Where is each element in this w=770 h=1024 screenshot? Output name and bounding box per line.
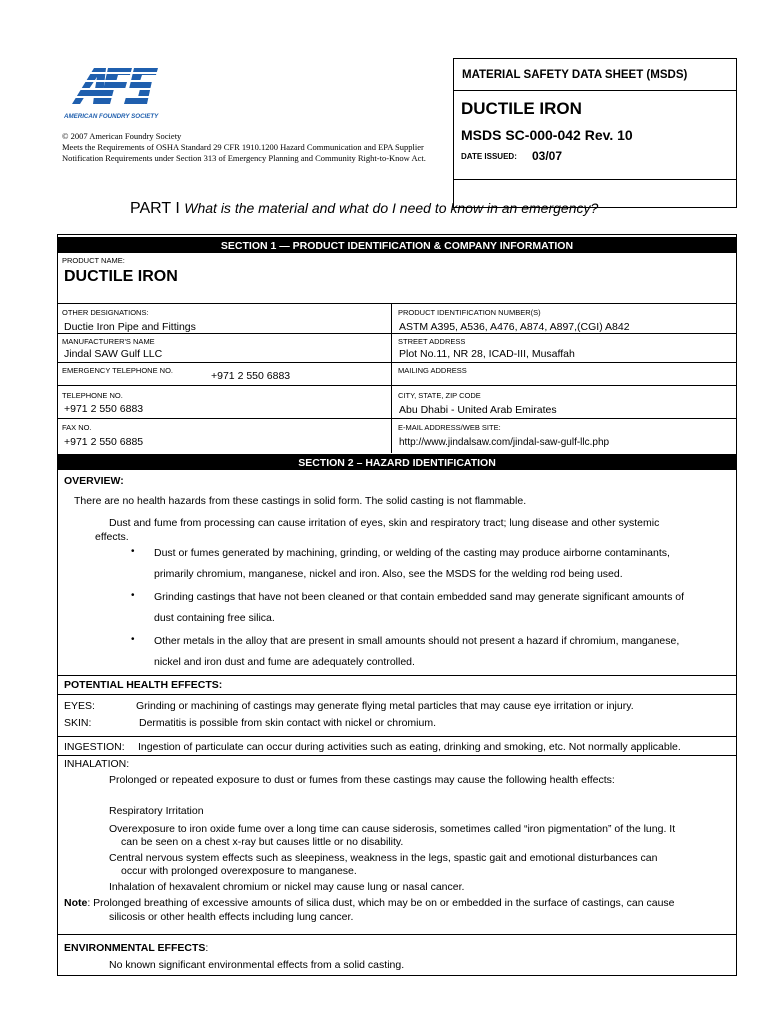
overview-text: There are no health hazards from these castings in solid form. The solid casting is not flammable. xyxy=(74,495,527,507)
section2-bar: SECTION 2 – HAZARD IDENTIFICATION xyxy=(58,454,736,470)
siderosis-text-cont: can be seen on a chest x-ray but causes little or no disability. xyxy=(121,836,404,848)
ingestion-text: Ingestion of particulate can occur during activities such as eating, drinking and smoking, etc. Not normally applicable. xyxy=(138,741,681,753)
part-label: PART I xyxy=(130,200,180,217)
afs-logo xyxy=(62,62,162,122)
city: Abu Dhabi - United Arab Emirates xyxy=(399,404,557,416)
divider xyxy=(58,755,736,756)
environmental-colon: : xyxy=(205,942,209,954)
logo-letters: AFS xyxy=(112,110,114,111)
divider xyxy=(58,934,736,935)
fax: +971 2 550 6885 xyxy=(64,436,144,448)
environmental-text: No known significant environmental effects from a solid casting. xyxy=(109,959,405,971)
divider xyxy=(58,362,736,363)
bullet1-text-cont: primarily chromium, manganese, nickel and iron. Also, see the MSDS for the welding rod being used. xyxy=(154,568,623,580)
product-title: DUCTILE IRON xyxy=(461,99,582,118)
divider xyxy=(454,179,736,180)
bullet2-text-cont: dust containing free silica. xyxy=(154,612,275,624)
city-label: CITY, STATE, ZIP CODE xyxy=(398,391,481,400)
street: Plot No.11, NR 28, ICAD-III, Musaffah xyxy=(399,348,575,360)
dust-text-cont: effects. xyxy=(95,531,129,543)
dust-text: Dust and fume from processing can cause irritation of eyes, skin and respiratory tract; lung disease and other systemic xyxy=(109,517,660,529)
osha-line: Meets the Requirements of OSHA Standard 29 CFR 1910.1200 Hazard Communication and EPA Supplier xyxy=(62,142,424,152)
health-effects-label: POTENTIAL HEALTH EFFECTS: xyxy=(64,679,223,691)
note-text xyxy=(64,896,675,910)
email-label: E-MAIL ADDRESS/WEB SITE: xyxy=(398,423,501,432)
overview-label: OVERVIEW: xyxy=(64,475,124,487)
divider xyxy=(58,385,736,386)
bullet: • xyxy=(131,590,135,601)
logo-tagline: AMERICAN FOUNDRY SOCIETY xyxy=(64,113,159,120)
product-id-label: PRODUCT IDENTIFICATION NUMBER(S) xyxy=(398,308,541,317)
divider xyxy=(58,736,736,737)
part-heading xyxy=(130,200,598,218)
divider xyxy=(58,418,736,419)
telephone-label: TELEPHONE NO. xyxy=(62,391,123,400)
website-link[interactable]: http://www.jindalsaw.com/jindal-saw-gulf-llc.php xyxy=(399,437,610,448)
epa-line: Notification Requirements under Section 313 of Emergency Planning and Community Right-to-Know Act. xyxy=(62,153,426,163)
doc-number: MSDS SC-000-042 Rev. 10 xyxy=(461,127,633,143)
note-body: : Prolonged breathing of excessive amounts of silica dust, which may be on or embedded in the surface of castings, can cause xyxy=(87,897,675,909)
manufacturer: Jindal SAW Gulf LLC xyxy=(64,348,163,360)
copyright-block xyxy=(62,131,452,164)
header-box xyxy=(453,58,737,208)
inhalation-label: INHALATION: xyxy=(64,758,130,770)
respiratory-irritation: Respiratory Irritation xyxy=(109,805,204,817)
divider xyxy=(58,675,736,676)
bullet2-text: Grinding castings that have not been cleaned or that contain embedded sand may generate significant amounts of xyxy=(154,591,685,603)
other-designations-label: OTHER DESIGNATIONS: xyxy=(62,308,149,317)
siderosis-text: Overexposure to iron oxide fume over a long time can cause siderosis, sometimes called “iron pigmentation” of the lung. It xyxy=(109,823,676,835)
inhalation-intro: Prolonged or repeated exposure to dust or fumes from these castings may cause the following health effects: xyxy=(109,774,615,786)
product-name: DUCTILE IRON xyxy=(64,268,178,285)
column-divider xyxy=(391,303,392,453)
note-label: Note xyxy=(64,897,88,909)
telephone: +971 2 550 6883 xyxy=(64,403,144,415)
ingestion-label: INGESTION: xyxy=(64,741,125,753)
note-text-cont: silicosis or other health effects including lung cancer. xyxy=(109,911,354,923)
divider xyxy=(58,333,736,334)
eyes-text: Grinding or machining of castings may generate flying metal particles that may cause eye irritation or injury. xyxy=(136,700,634,712)
manufacturer-label: MANUFACTURER'S NAME xyxy=(62,337,155,346)
skin-text: Dermatitis is possible from skin contact with nickel or chromium. xyxy=(139,717,437,729)
environmental-label: ENVIRONMENTAL EFFECTS xyxy=(64,942,206,954)
part-question: What is the material and what do I need to know in an emergency? xyxy=(184,200,599,216)
bullet3-text-cont: nickel and iron dust and fume are adequately controlled. xyxy=(154,656,415,668)
fax-label: FAX NO. xyxy=(62,423,92,432)
mailing-label: MAILING ADDRESS xyxy=(398,366,467,375)
divider xyxy=(454,90,736,91)
copyright-line: © 2007 American Foundry Society xyxy=(62,131,182,141)
doc-type: MATERIAL SAFETY DATA SHEET (MSDS) xyxy=(462,69,688,81)
bullet1-text: Dust or fumes generated by machining, grinding, or welding of the casting may produce airborne contaminants, xyxy=(154,547,670,559)
skin-label: SKIN: xyxy=(64,717,92,729)
bullet3-text: Other metals in the alloy that are present in small amounts should not present a hazard if chromium, manganese, xyxy=(154,635,680,647)
divider xyxy=(58,694,736,695)
issued-value: 03/07 xyxy=(532,149,563,163)
product-name-label: PRODUCT NAME: xyxy=(62,256,125,265)
issued-label: DATE ISSUED: xyxy=(461,152,517,161)
environmental-heading xyxy=(64,941,208,955)
cns-text-cont: occur with prolonged overexposure to manganese. xyxy=(121,865,357,877)
bullet: • xyxy=(131,546,135,557)
cns-text: Central nervous system effects such as sleepiness, weakness in the legs, spastic gait and emotional disturbances can xyxy=(109,852,658,864)
emergency-label: EMERGENCY TELEPHONE NO. xyxy=(62,366,173,375)
section1-bar: SECTION 1 — PRODUCT IDENTIFICATION & COMPANY INFORMATION xyxy=(58,237,736,253)
emergency-phone: +971 2 550 6883 xyxy=(211,370,291,382)
divider xyxy=(58,303,736,304)
eyes-label: EYES: xyxy=(64,700,95,712)
product-id: ASTM A395, A536, A476, A874, A897,(CGI) A842 xyxy=(399,321,630,333)
main-form xyxy=(57,234,737,976)
bullet: • xyxy=(131,634,135,645)
street-label: STREET ADDRESS xyxy=(398,337,466,346)
chromium-text: Inhalation of hexavalent chromium or nickel may cause lung or nasal cancer. xyxy=(109,881,465,893)
other-designations: Ductie Iron Pipe and Fittings xyxy=(64,321,196,333)
